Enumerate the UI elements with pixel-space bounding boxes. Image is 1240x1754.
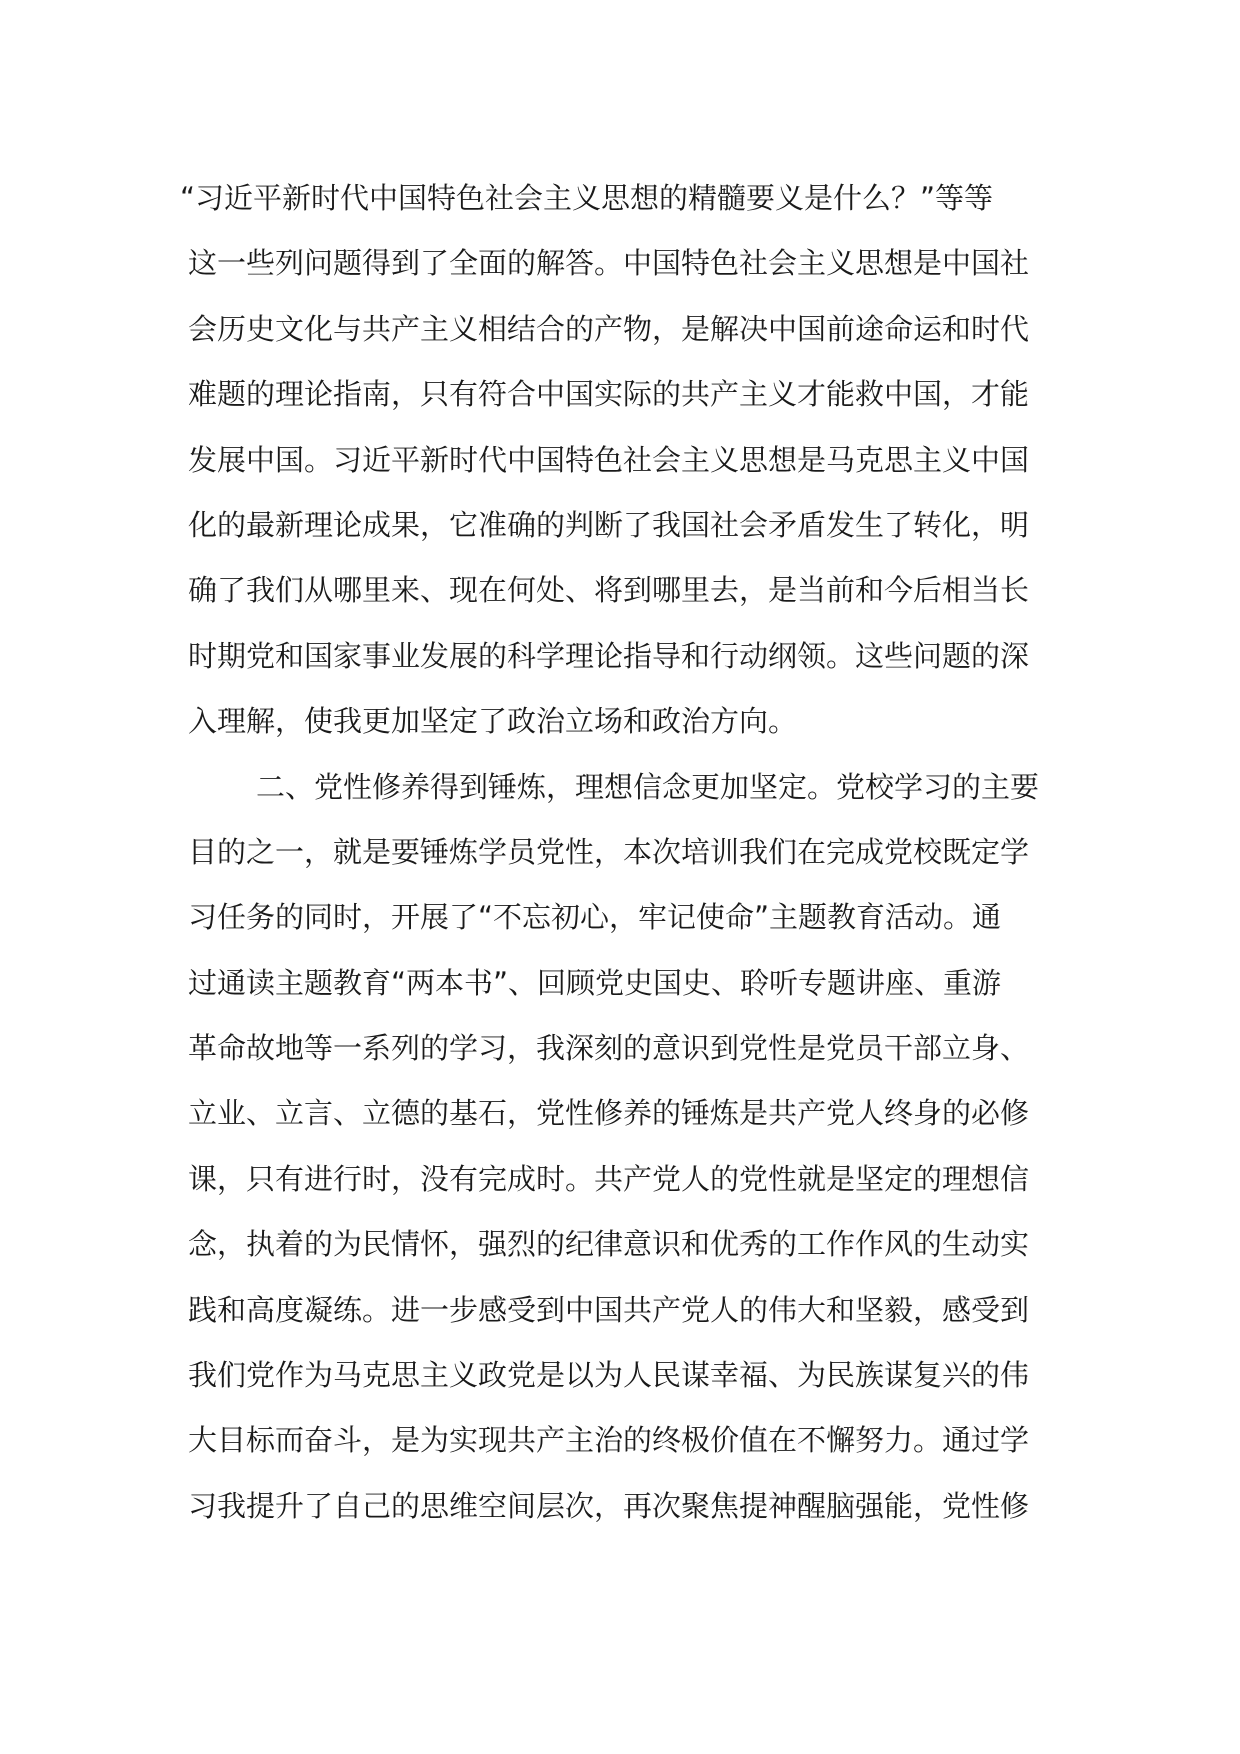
text-line: 革命故地等一系列的学习，我深刻的意识到党性是党员干部立身、 — [188, 1031, 1030, 1066]
text-line: 确了我们从哪里来、现在何处、将到哪里去，是当前和今后相当长 — [188, 573, 1030, 608]
text-line: 习我提升了自己的思维空间层次，再次聚焦提神醒脑强能，党性修 — [188, 1488, 1030, 1523]
text-line: 入理解，使我更加坚定了政治立场和政治方向。 — [188, 704, 798, 739]
text-line: 念，执着的为民情怀，强烈的纪律意识和优秀的工作作风的生动实 — [188, 1227, 1030, 1262]
document-body — [180, 166, 1058, 1539]
text-line: 会历史文化与共产主义相结合的产物，是解决中国前途命运和时代 — [188, 311, 1030, 346]
text-line: 习任务的同时，开展了“不忘初心，牢记使命”主题教育活动。通 — [188, 900, 1002, 935]
text-line: 大目标而奋斗，是为实现共产主治的终极价值在不懈努力。通过学 — [188, 1423, 1030, 1458]
text-line: 时期党和国家事业发展的科学理论指导和行动纲领。这些问题的深 — [188, 638, 1030, 673]
text-line: 过通读主题教育“两本书”、回顾党史国史、聆听专题讲座、重游 — [188, 965, 1002, 1000]
text-line: 课，只有进行时，没有完成时。共产党人的党性就是坚定的理想信 — [188, 1161, 1030, 1196]
text-line: 这一些列问题得到了全面的解答。中国特色社会主义思想是中国社 — [188, 246, 1030, 281]
text-line: 发展中国。习近平新时代中国特色社会主义思想是马克思主义中国 — [188, 442, 1030, 477]
text-line: 我们党作为马克思主义政党是以为人民谋幸福、为民族谋复兴的伟 — [188, 1358, 1030, 1393]
paragraph-start-line: 二、党性修养得到锤炼，理想信念更加坚定。党校学习的主要 — [256, 769, 1040, 804]
text-line: 难题的理论指南，只有符合中国实际的共产主义才能救中国，才能 — [188, 377, 1030, 412]
text-line: 立业、立言、立德的基石，党性修养的锤炼是共产党人终身的必修 — [188, 1096, 1030, 1131]
text-line: 化的最新理论成果，它准确的判断了我国社会矛盾发生了转化，明 — [188, 507, 1030, 542]
text-line: 践和高度凝练。进一步感受到中国共产党人的伟大和坚毅，感受到 — [188, 1292, 1030, 1327]
text-line: “习近平新时代中国特色社会主义思想的精髓要义是什么？”等等 — [180, 181, 994, 215]
text-line: 目的之一，就是要锤炼学员党性，本次培训我们在完成党校既定学 — [188, 834, 1030, 869]
